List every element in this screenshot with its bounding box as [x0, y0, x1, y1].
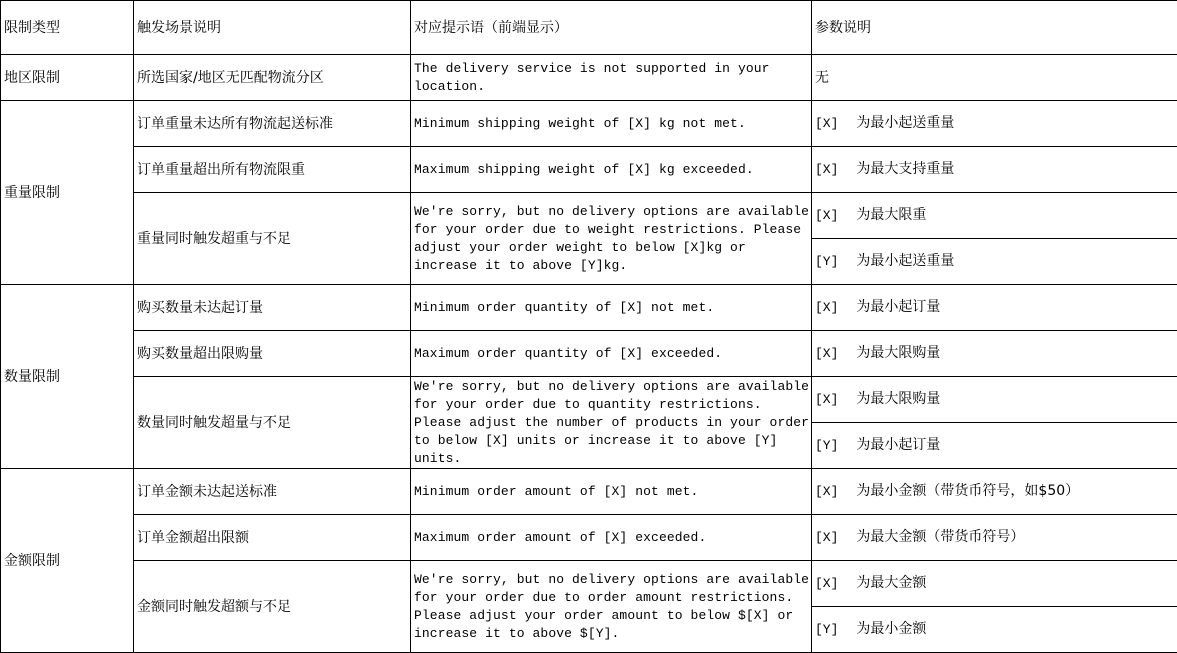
prompt-message: The delivery service is not supported in your location. [411, 55, 812, 101]
prompt-message: Minimum shipping weight of [X] kg not met. [411, 101, 812, 147]
table-row-weight-max [1, 147, 1177, 193]
param-text: 为最大限购量 [856, 391, 940, 407]
prompt-message: We're sorry, but no delivery options are available for your order due to quantity restrictions. Please adjust the number of products in your order to below [X] units or increase it to above [Y] units. [411, 377, 812, 469]
table-row-amount-both [1, 561, 1177, 607]
prompt-message: We're sorry, but no delivery options are available for your order due to weight restrictions. Please adjust your order weight to below [X]kg or increase it to above [Y]kg. [411, 193, 812, 285]
param-description [812, 193, 1177, 239]
param-description [812, 147, 1177, 193]
prompt-message: Minimum order quantity of [X] not met. [411, 285, 812, 331]
header-param-description: 参数说明 [812, 1, 1177, 55]
prompt-message: Minimum order amount of [X] not met. [411, 469, 812, 515]
param-description: 无 [812, 55, 1177, 101]
trigger-scene: 数量同时触发超量与不足 [134, 377, 411, 469]
header-prompt-message: 对应提示语（前端显示） [411, 1, 812, 55]
param-description [812, 607, 1177, 653]
param-description [812, 331, 1177, 377]
param-description [812, 515, 1177, 561]
param-text: 为最大限购量 [856, 345, 940, 361]
param-description [812, 285, 1177, 331]
restriction-type-weight: 重量限制 [1, 101, 134, 285]
trigger-scene: 所选国家/地区无匹配物流分区 [134, 55, 411, 101]
placeholder-token: [X] [815, 162, 838, 177]
header-trigger-scene: 触发场景说明 [134, 1, 411, 55]
table-row-quantity-both [1, 377, 1177, 423]
placeholder-token: [X] [815, 116, 838, 131]
table-row-quantity-min [1, 285, 1177, 331]
param-text: 为最小起订量 [856, 299, 940, 315]
trigger-scene: 购买数量未达起订量 [134, 285, 411, 331]
prompt-message: Maximum order amount of [X] exceeded. [411, 515, 812, 561]
param-description [812, 469, 1177, 515]
param-description [812, 239, 1177, 285]
param-description [812, 101, 1177, 147]
trigger-scene: 重量同时触发超重与不足 [134, 193, 411, 285]
table-row-quantity-max [1, 331, 1177, 377]
restriction-type-quantity: 数量限制 [1, 285, 134, 469]
header-restriction-type: 限制类型 [1, 1, 134, 55]
trigger-scene: 订单金额超出限额 [134, 515, 411, 561]
placeholder-token: [Y] [815, 254, 838, 269]
restriction-type-amount: 金额限制 [1, 469, 134, 653]
placeholder-token: [X] [815, 208, 838, 223]
table-row-amount-min [1, 469, 1177, 515]
placeholder-token: [X] [815, 484, 838, 499]
placeholder-token: [X] [815, 346, 838, 361]
param-text: 为最大金额（带货币符号） [856, 529, 1024, 545]
prompt-message: Maximum order quantity of [X] exceeded. [411, 331, 812, 377]
prompt-message: Maximum shipping weight of [X] kg exceeded. [411, 147, 812, 193]
placeholder-token: [Y] [815, 622, 838, 637]
param-text: 为最大限重 [856, 207, 926, 223]
restriction-type-region: 地区限制 [1, 55, 134, 101]
table-row-amount-max [1, 515, 1177, 561]
placeholder-token: [X] [815, 300, 838, 315]
trigger-scene: 订单金额未达起送标准 [134, 469, 411, 515]
trigger-scene: 订单重量超出所有物流限重 [134, 147, 411, 193]
param-text: 为最大支持重量 [856, 161, 954, 177]
placeholder-token: [X] [815, 530, 838, 545]
param-text: 为最小金额（带货币符号，如$50） [856, 483, 1079, 499]
param-text: 为最小金额 [856, 621, 926, 637]
table-row-weight-both [1, 193, 1177, 239]
param-text: 为最小起送重量 [856, 253, 954, 269]
trigger-scene: 订单重量未达所有物流起送标准 [134, 101, 411, 147]
placeholder-token: [X] [815, 392, 838, 407]
param-text: 为最大金额 [856, 575, 926, 591]
trigger-scene: 购买数量超出限购量 [134, 331, 411, 377]
placeholder-token: [X] [815, 576, 838, 591]
table-row-weight-min [1, 101, 1177, 147]
prompt-message: We're sorry, but no delivery options are available for your order due to order amount restrictions. Please adjust your order amount to below $[X] or increase it to above $[Y]. [411, 561, 812, 653]
param-text: 为最小起送重量 [856, 115, 954, 131]
param-text: 为最小起订量 [856, 437, 940, 453]
param-description [812, 377, 1177, 423]
table-row-region [1, 55, 1177, 101]
param-description [812, 561, 1177, 607]
trigger-scene: 金额同时触发超额与不足 [134, 561, 411, 653]
placeholder-token: [Y] [815, 438, 838, 453]
header-row [1, 1, 1177, 55]
param-description [812, 423, 1177, 469]
